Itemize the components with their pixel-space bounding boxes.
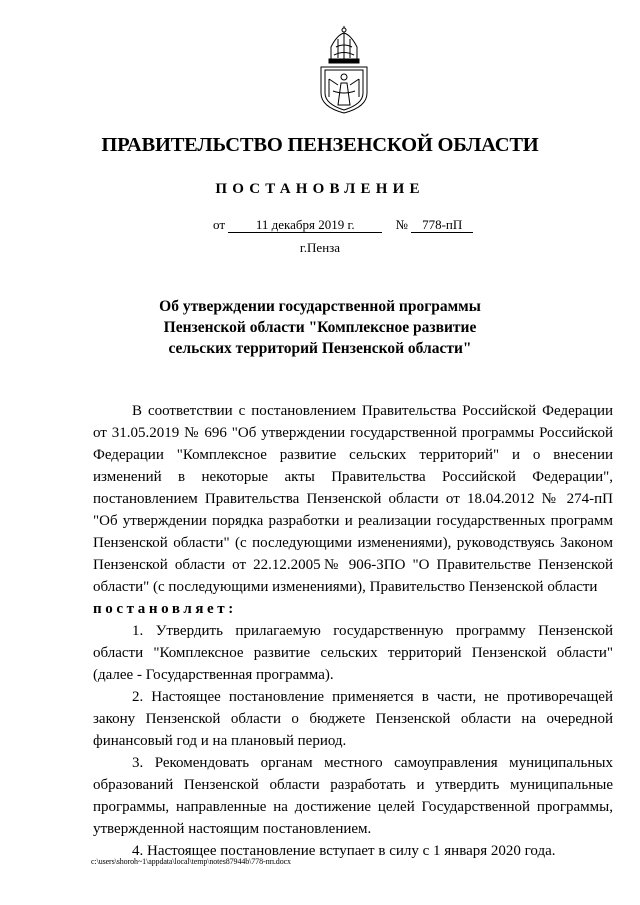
city: г.Пенза — [299, 240, 341, 255]
file-path-footer: c:\users\shoroh~1\appdata\local\temp\notes87944b\778-пп.docx — [91, 857, 291, 866]
date-prefix: от — [213, 217, 226, 232]
title-line: сельских территорий Пензенской области" — [168, 340, 472, 357]
document-date: 11 декабря 2019 г. — [228, 218, 382, 233]
coat-of-arms-icon — [317, 25, 371, 115]
date-number-line — [213, 217, 473, 233]
document-title — [0, 296, 640, 359]
list-item: 4. Настоящее постановление вступает в силу с 1 января 2020 года. — [132, 843, 556, 859]
document-type: ПОСТАНОВЛЕНИЕ — [215, 181, 425, 197]
document-body — [93, 400, 613, 862]
title-line: Пензенской области "Комплексное развитие — [163, 319, 477, 336]
organization-name: ПРАВИТЕЛЬСТВО ПЕНЗЕНСКОЙ ОБЛАСТИ — [101, 134, 539, 156]
document-number: 778-пП — [411, 218, 473, 233]
decree-word: постановляет: — [93, 601, 237, 617]
list-item: 2. Настоящее постановление применяется в части, не противоречащей закону Пензенской области о бюджете Пензенской области на очередной финансовый год и на плановый период. — [93, 689, 613, 749]
preamble-text: В соответствии с постановлением Правительства Российской Федерации от 31.05.2019 № 696 "Об утверждении государственной программы Российской Федерации "Комплексное развитие сельских территорий" и о внесении изменений в некоторые акты Правительства Российской Федерации", постановлением Правительства Пензенской области от 18.04.2012 № 274-пП "Об утверждении порядка разработки и реализации государственных программ Пензенской области" (с последующими изменениями), руководствуясь Законом Пензенской области от 22.12.2005№ 906-ЗПО "О Правительстве Пензенской области" (с последующими изменениями), Правительство Пензенской области — [93, 403, 613, 595]
list-item: 3. Рекомендовать органам местного самоуправления муниципальных образований Пензенской области разработать и утвердить муниципальные программы, направленные на достижение целей Государственной программы, утвержденной настоящим постановлением. — [93, 755, 613, 837]
title-line: Об утверждении государственной программы — [159, 298, 481, 315]
number-sign: № — [395, 217, 408, 232]
list-item: 1. Утвердить прилагаемую государственную программу Пензенской области "Комплексное развитие сельских территорий Пензенской области" (далее - Государственная программа). — [93, 623, 613, 683]
preamble-paragraph — [93, 400, 613, 598]
